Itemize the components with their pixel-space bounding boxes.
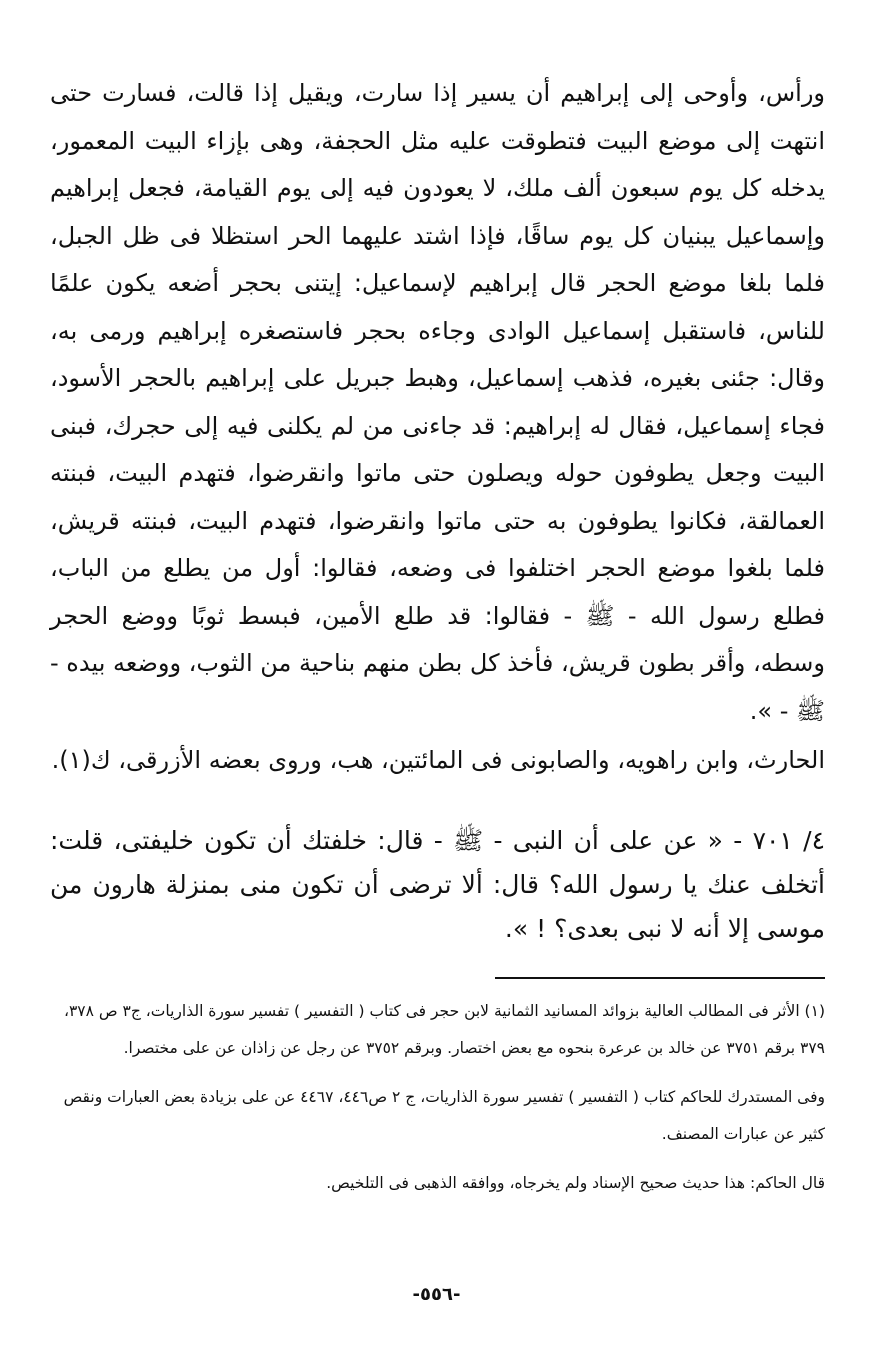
hadith-paragraph: ٤/ ٧٠١ - « عن على أن النبى - ﷺ - قال: خلفتك أن تكون خليفتى، قلت: أتخلف عنك يا رسول الله؟ قال: ألا ترضى أن تكون منى بمنزلة هارون من موسى إلا أنه لا نبى بعدى؟ ! ». [50, 825, 825, 943]
footnote-1: (١) الأثر فى المطالب العالية بزوائد المسانيد الثمانية لابن حجر فى كتاب ( التفسير ) تفسير سورة الذاريات، ج٣ ص ٣٧٨، ٣٧٩ برقم ٣٧٥١ عن خالد بن عرعرة بنحوه مع بعض اختصار. وبرقم ٣٧٥٢ عن رجل عن زاذان عن على مختصرا. [63, 1001, 825, 1057]
page-number: -٥٥٦- [412, 1284, 461, 1305]
footnote-2: وفى المستدرك للحاكم كتاب ( التفسير ) تفسير سورة الذاريات، ج ٢ ص٤٤٦، ٤٤٦٧ عن على بزيادة بعض العبارات ونقص كثير عن عبارات المصنف. [63, 1087, 825, 1143]
footnotes [50, 993, 825, 1202]
main-text [50, 70, 825, 951]
source-attribution: الحارث، وابن راهويه، والصابونى فى المائتين، هب، وروى بعضه الأزرقى، ك(١). [51, 746, 825, 774]
footnote-3: قال الحاكم: هذا حديث صحيح الإسناد ولم يخرجاه، ووافقه الذهبى فى التلخيص. [326, 1173, 825, 1192]
footnote-separator [495, 977, 825, 979]
narration-paragraph: ورأس، وأوحى إلى إبراهيم أن يسير إذا سارت، ويقيل إذا قالت، فسارت حتى انتهت إلى موضع البيت فتطوقت عليه مثل الحجفة، وهى بإزاء البيت المعمور، يدخله كل يوم سبعون ألف ملك، لا يعودون فيه إلى يوم القيامة، فجعل إبراهيم وإسماعيل يبنيان كل يوم ساقًا، فإذا اشتد عليهما الحر استظلا فى ظل الجبل، فلما بلغا موضع الحجر قال إبراهيم لإسماعيل: إيتنى بحجر أضعه يكون علمًا للناس، فاستقبل إسماعيل الوادى وجاءه بحجر فاستصغره إبراهيم ورمى به، وقال: جئنى بغيره، فذهب إسماعيل، وهبط جبريل على إبراهيم بالحجر الأسود، فجاء إسماعيل، فقال له إبراهيم: قد جاءنى من لم يكلنى فيه إلى حجرك، فبنى البيت وجعل يطوفون حوله ويصلون حتى ماتوا وانقرضوا، فتهدم البيت، فبنته العمالقة، فكانوا يطوفون به حتى ماتوا وانقرضوا، فتهدم البيت، فبنته قريش، فلما بلغوا موضع الحجر اختلفوا فى وضعه، فقالوا: أول من يطلع من الباب، فطلع رسول الله - ﷺ - فقالوا: قد طلع الأمين، فبسط ثوبًا ووضع الحجر وسطه، وأقر بطون قريش، فأخذ كل بطن منهم بناحية من الثوب، ووضعه بيده - ﷺ - ». [50, 79, 825, 725]
